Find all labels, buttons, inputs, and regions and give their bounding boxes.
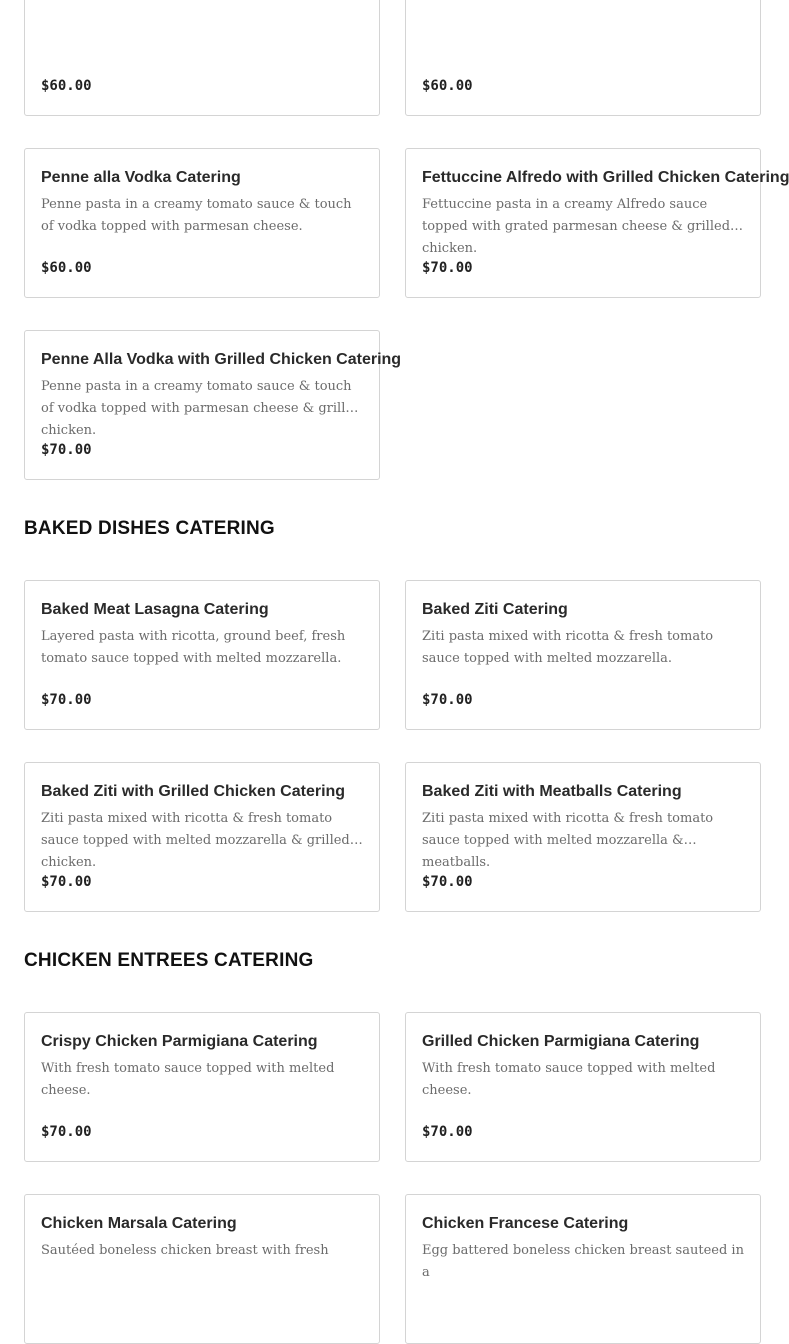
menu-item-card[interactable] [405, 1194, 761, 1344]
section-title-chicken-entrees: CHICKEN ENTREES CATERING [24, 950, 314, 971]
menu-item-card[interactable] [24, 580, 380, 730]
menu-item-price: $70.00 [41, 692, 92, 708]
menu-item-description: Ziti pasta mixed with ricotta & fresh tomato sauce topped with melted mozzarella. [422, 629, 714, 666]
menu-item-description: Penne pasta in a creamy tomato sauce & touch of vodka topped with parmesan cheese. [41, 197, 352, 234]
menu-item-description: Egg battered boneless chicken breast sauteed in a [422, 1243, 744, 1280]
chicken-items-grid [24, 1012, 761, 1162]
menu-item-name: Baked Ziti with Meatballs Catering [422, 783, 682, 800]
menu-item-description: Sautéed boneless chicken breast with fresh [41, 1243, 329, 1258]
menu-item-price: $70.00 [422, 692, 473, 708]
menu-item-description: Layered pasta with ricotta, ground beef, fresh tomato sauce topped with melted mozzarella. [41, 629, 346, 666]
menu-item-name: Baked Ziti with Grilled Chicken Catering [41, 783, 346, 800]
menu-item-price: $70.00 [422, 260, 473, 276]
menu-item-name: Grilled Chicken Parmigiana Catering [422, 1033, 700, 1050]
menu-item-name: Baked Ziti Catering [422, 601, 568, 618]
menu-item-card[interactable] [24, 330, 402, 480]
menu-item-price: $70.00 [41, 442, 92, 458]
chicken-items-grid [24, 1194, 761, 1344]
menu-item-card[interactable] [24, 148, 380, 298]
menu-item-card[interactable] [24, 0, 380, 116]
menu-item-name: Penne alla Vodka Catering [41, 169, 241, 186]
menu-item-description: Penne pasta in a creamy tomato sauce & touch of vodka topped with parmesan cheese & grilled chicken. [41, 379, 362, 438]
menu-item-card[interactable] [24, 1012, 380, 1162]
pasta-items-grid [24, 0, 761, 116]
menu-item-card[interactable] [405, 580, 761, 730]
section-title-baked-dishes: BAKED DISHES CATERING [24, 518, 275, 539]
menu-item-name: Crispy Chicken Parmigiana Catering [41, 1033, 318, 1050]
menu-item-price: $70.00 [41, 874, 92, 890]
menu-item-price: $60.00 [41, 78, 92, 94]
menu-item-card[interactable] [24, 1194, 380, 1344]
menu-item-price: $70.00 [41, 1124, 92, 1140]
menu-item-description: With fresh tomato sauce topped with melted cheese. [422, 1061, 716, 1098]
menu-item-name: Penne Alla Vodka with Grilled Chicken Catering [41, 351, 402, 368]
baked-items-grid [24, 580, 761, 730]
menu-item-name: Baked Meat Lasagna Catering [41, 601, 269, 618]
menu-item-price: $70.00 [422, 874, 473, 890]
menu-item-price: $70.00 [422, 1124, 473, 1140]
menu-item-name: Chicken Francese Catering [422, 1215, 629, 1232]
menu-item-price: $60.00 [41, 260, 92, 276]
menu-item-card[interactable] [24, 762, 380, 912]
menu-item-description: With fresh tomato sauce topped with melted cheese. [41, 1061, 335, 1098]
menu-item-description: Ziti pasta mixed with ricotta & fresh tomato sauce topped with melted mozzarella & grilled chicken. [41, 811, 350, 870]
menu-item-card[interactable] [405, 762, 761, 912]
pasta-items-grid [24, 148, 789, 298]
pasta-items-grid [24, 330, 761, 480]
menu-item-card[interactable] [405, 148, 789, 298]
menu-item-card[interactable] [405, 0, 761, 116]
menu-item-price: $60.00 [422, 78, 473, 94]
menu-item-description: Fettuccine pasta in a creamy Alfredo sauce topped with grated parmesan cheese & grilled chicken. [422, 197, 731, 256]
menu-item-card[interactable] [405, 1012, 761, 1162]
menu-item-description: Ziti pasta mixed with ricotta & fresh tomato sauce topped with melted mozzarella & meatballs. [422, 811, 714, 870]
menu-item-name: Chicken Marsala Catering [41, 1215, 237, 1232]
menu-page [24, 0, 789, 1344]
baked-items-grid [24, 762, 761, 912]
menu-item-name: Fettuccine Alfredo with Grilled Chicken Catering [422, 169, 789, 186]
